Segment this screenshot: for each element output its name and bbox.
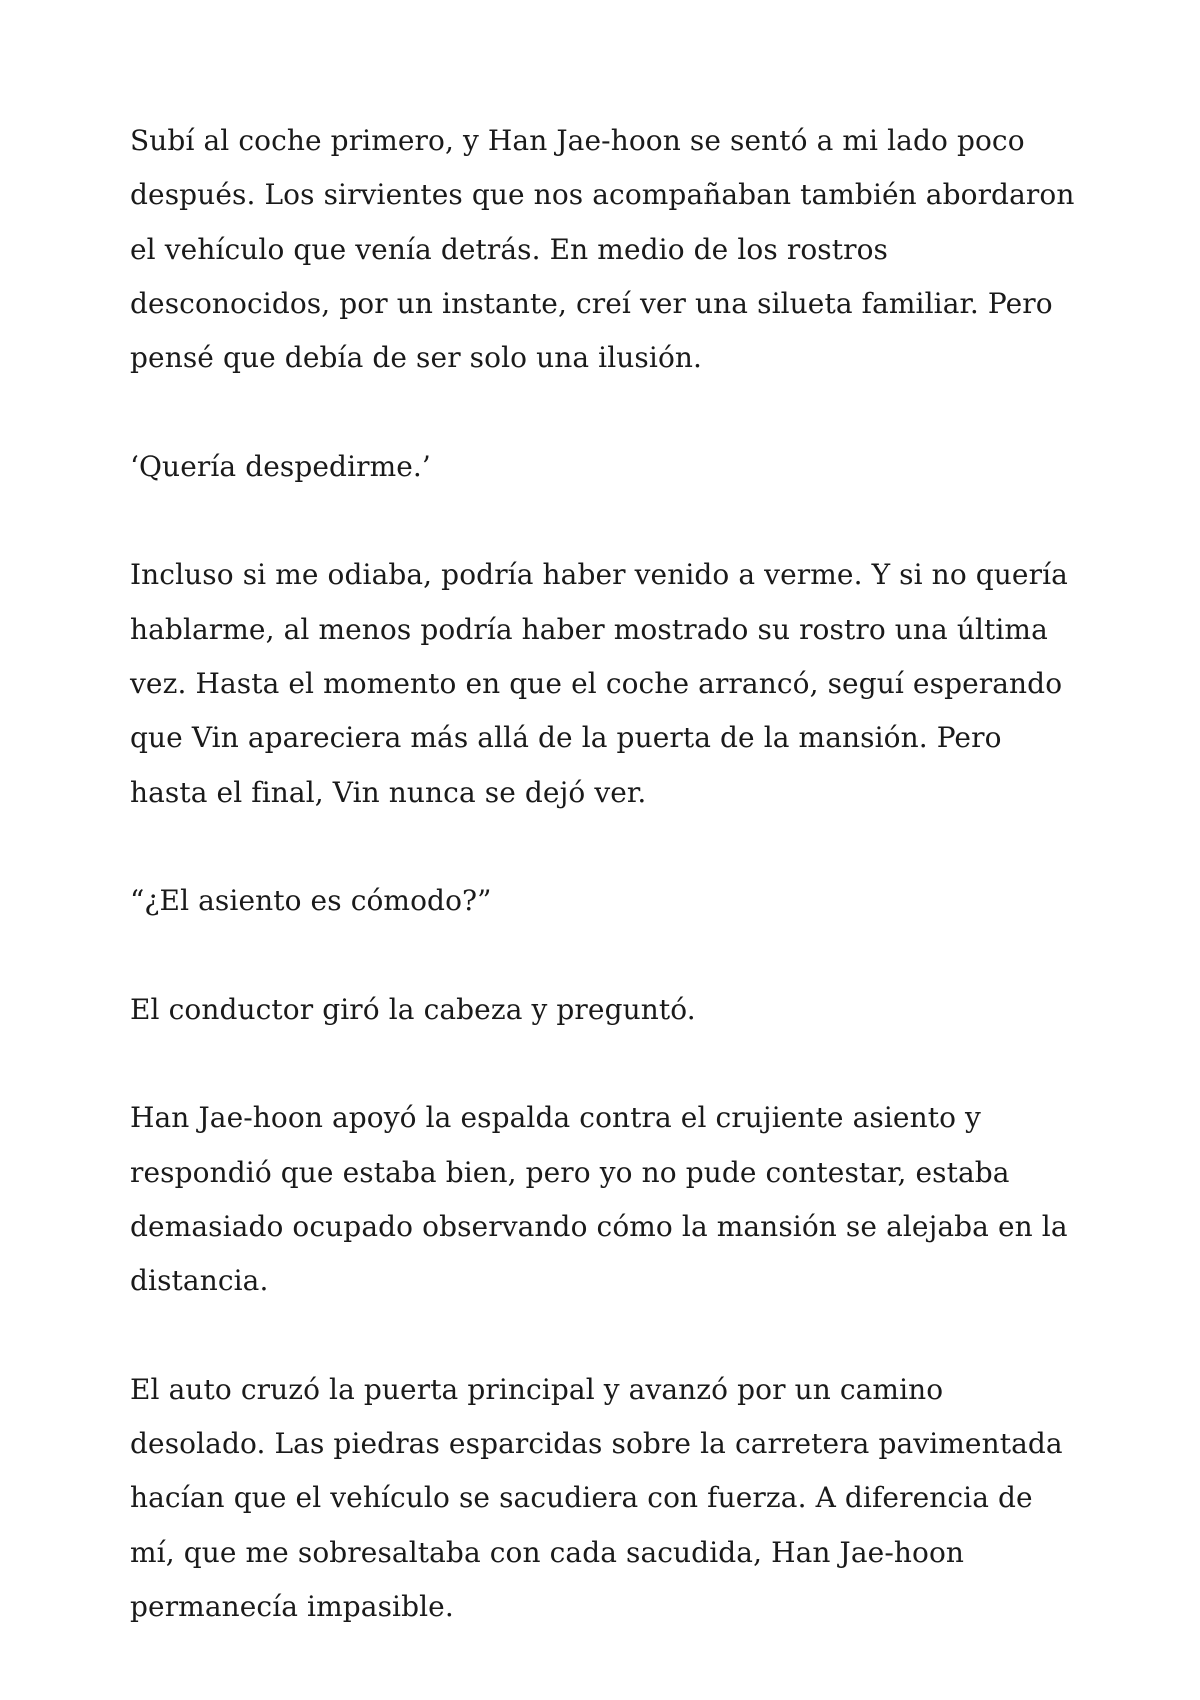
paragraph-6: Han Jae-hoon apoyó la espalda contra el crujiente asiento y respondió que estaba bien, pero yo no pude contestar, estaba demasiado ocupado observando cómo la mansión se alejaba en la distancia. [130, 1101, 1068, 1298]
paragraph-1: Subí al coche primero, y Han Jae-hoon se sentó a mi lado poco después. Los sirvientes que nos acompañaban también abordaron el vehículo que venía detrás. En medio de los rostros desconocidos, por un instante, creí ver una silueta familiar. Pero pensé que debía de ser solo una ilusión. [130, 124, 1075, 375]
document-body [130, 114, 1080, 1689]
paragraph-5: El conductor giró la cabeza y preguntó. [130, 992, 696, 1026]
paragraph-2: ‘Quería despedirme.’ [130, 449, 431, 483]
paragraph-3: Incluso si me odiaba, podría haber venido a verme. Y si no quería hablarme, al menos podría haber mostrado su rostro una última vez. Hasta el momento en que el coche arrancó, seguí esperando que Vin apareciera más allá de la puerta de la mansión. Pero hasta el final, Vin nunca se dejó ver. [130, 558, 1068, 809]
paragraph-4: “¿El asiento es cómodo?” [130, 884, 492, 918]
paragraph-7: El auto cruzó la puerta principal y avanzó por un camino desolado. Las piedras esparcidas sobre la carretera pavimentada hacían que el vehículo se sacudiera con fuerza. A diferencia de mí, que me sobresaltaba con cada sacudida, Han Jae-hoon permanecía impasible. [130, 1372, 1063, 1624]
